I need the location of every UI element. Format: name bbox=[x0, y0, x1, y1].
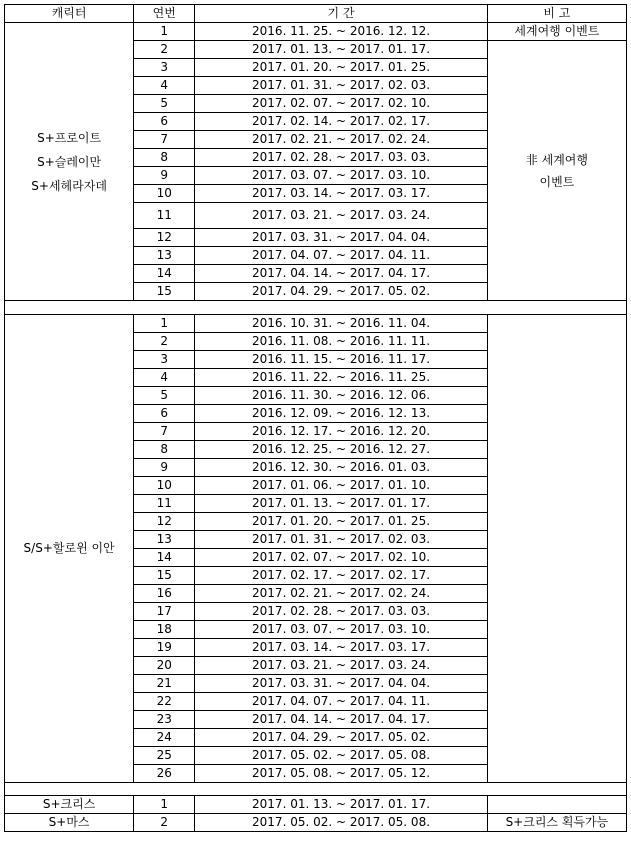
character-cell: S+마스 bbox=[5, 814, 134, 832]
row-number: 8 bbox=[134, 149, 195, 167]
row-period: 2016. 11. 25. ~ 2016. 12. 12. bbox=[195, 23, 487, 41]
row-number: 19 bbox=[134, 639, 195, 657]
group-3-body bbox=[5, 796, 627, 832]
group-2-body bbox=[5, 315, 627, 783]
row-period: 2017. 03. 14. ~ 2017. 03. 17. bbox=[195, 639, 487, 657]
note-cell: 세계여행 이벤트 bbox=[487, 23, 626, 41]
row-period: 2017. 01. 13. ~ 2017. 01. 17. bbox=[195, 796, 487, 814]
row-number: 26 bbox=[134, 765, 195, 783]
character-cell bbox=[5, 23, 134, 301]
row-period: 2016. 12. 25. ~ 2016. 12. 27. bbox=[195, 441, 487, 459]
row-period: 2017. 04. 29. ~ 2017. 05. 02. bbox=[195, 283, 487, 301]
row-number: 23 bbox=[134, 711, 195, 729]
row-period: 2017. 03. 31. ~ 2017. 04. 04. bbox=[195, 675, 487, 693]
row-number: 15 bbox=[134, 567, 195, 585]
row-number: 22 bbox=[134, 693, 195, 711]
row-period: 2017. 03. 07. ~ 2017. 03. 10. bbox=[195, 621, 487, 639]
character-cell: S/S+할로윈 이안 bbox=[5, 315, 134, 783]
spacer-1 bbox=[5, 301, 627, 315]
spacer-2 bbox=[5, 783, 627, 796]
row-period: 2017. 03. 31. ~ 2017. 04. 04. bbox=[195, 229, 487, 247]
row-number: 10 bbox=[134, 185, 195, 203]
row-number: 1 bbox=[134, 315, 195, 333]
note-cell bbox=[487, 315, 626, 783]
row-period: 2017. 03. 14. ~ 2017. 03. 17. bbox=[195, 185, 487, 203]
event-schedule-table bbox=[4, 4, 627, 832]
row-period: 2017. 01. 20. ~ 2017. 01. 25. bbox=[195, 59, 487, 77]
row-number: 3 bbox=[134, 59, 195, 77]
row-period: 2017. 02. 28. ~ 2017. 03. 03. bbox=[195, 603, 487, 621]
note-text: 非 세계여행 bbox=[525, 152, 588, 167]
row-number: 2 bbox=[134, 814, 195, 832]
table-row bbox=[5, 814, 627, 832]
row-number: 2 bbox=[134, 333, 195, 351]
row-period: 2016. 11. 15. ~ 2016. 11. 17. bbox=[195, 351, 487, 369]
row-period: 2016. 12. 17. ~ 2016. 12. 20. bbox=[195, 423, 487, 441]
group-1-body bbox=[5, 23, 627, 301]
row-number: 3 bbox=[134, 351, 195, 369]
row-number: 6 bbox=[134, 113, 195, 131]
row-number: 13 bbox=[134, 531, 195, 549]
row-number: 7 bbox=[134, 131, 195, 149]
row-period: 2016. 12. 30. ~ 2016. 01. 03. bbox=[195, 459, 487, 477]
character-name: S+프로이트 bbox=[37, 130, 102, 145]
row-period: 2017. 01. 31. ~ 2017. 02. 03. bbox=[195, 77, 487, 95]
row-number: 1 bbox=[134, 23, 195, 41]
row-period: 2016. 10. 31. ~ 2016. 11. 04. bbox=[195, 315, 487, 333]
header-note: 비 고 bbox=[487, 5, 626, 23]
character-cell: S+크리스 bbox=[5, 796, 134, 814]
row-number: 11 bbox=[134, 203, 195, 229]
row-number: 25 bbox=[134, 747, 195, 765]
row-number: 2 bbox=[134, 41, 195, 59]
header-period: 기 간 bbox=[195, 5, 487, 23]
table-row bbox=[5, 796, 627, 814]
header-character: 캐릭터 bbox=[5, 5, 134, 23]
row-number: 21 bbox=[134, 675, 195, 693]
row-period: 2017. 01. 20. ~ 2017. 01. 25. bbox=[195, 513, 487, 531]
row-period: 2017. 01. 06. ~ 2017. 01. 10. bbox=[195, 477, 487, 495]
table-row bbox=[5, 315, 627, 333]
note-text: 이벤트 bbox=[539, 174, 575, 189]
row-number: 5 bbox=[134, 95, 195, 113]
row-period: 2017. 02. 28. ~ 2017. 03. 03. bbox=[195, 149, 487, 167]
row-number: 6 bbox=[134, 405, 195, 423]
row-period: 2017. 02. 21. ~ 2017. 02. 24. bbox=[195, 585, 487, 603]
row-period: 2016. 11. 22. ~ 2016. 11. 25. bbox=[195, 369, 487, 387]
header-row bbox=[5, 5, 627, 23]
row-number: 7 bbox=[134, 423, 195, 441]
row-number: 14 bbox=[134, 265, 195, 283]
row-period: 2017. 02. 14. ~ 2017. 02. 17. bbox=[195, 113, 487, 131]
row-number: 11 bbox=[134, 495, 195, 513]
character-name: S+슬레이만 bbox=[37, 154, 102, 169]
row-number: 24 bbox=[134, 729, 195, 747]
row-period: 2017. 01. 31. ~ 2017. 02. 03. bbox=[195, 531, 487, 549]
row-period: 2017. 04. 29. ~ 2017. 05. 02. bbox=[195, 729, 487, 747]
row-number: 8 bbox=[134, 441, 195, 459]
row-number: 18 bbox=[134, 621, 195, 639]
row-number: 20 bbox=[134, 657, 195, 675]
note-cell: S+크리스 획득가능 bbox=[487, 814, 626, 832]
row-number: 16 bbox=[134, 585, 195, 603]
row-number: 4 bbox=[134, 369, 195, 387]
row-period: 2016. 11. 08. ~ 2016. 11. 11. bbox=[195, 333, 487, 351]
row-number: 12 bbox=[134, 513, 195, 531]
row-period: 2017. 05. 08. ~ 2017. 05. 12. bbox=[195, 765, 487, 783]
row-number: 14 bbox=[134, 549, 195, 567]
row-period: 2017. 03. 07. ~ 2017. 03. 10. bbox=[195, 167, 487, 185]
note-cell bbox=[487, 41, 626, 301]
row-period: 2017. 04. 14. ~ 2017. 04. 17. bbox=[195, 711, 487, 729]
table-row bbox=[5, 23, 627, 41]
row-number: 12 bbox=[134, 229, 195, 247]
row-number: 17 bbox=[134, 603, 195, 621]
row-period: 2016. 12. 09. ~ 2016. 12. 13. bbox=[195, 405, 487, 423]
row-period: 2017. 04. 07. ~ 2017. 04. 11. bbox=[195, 693, 487, 711]
row-number: 10 bbox=[134, 477, 195, 495]
row-period: 2017. 02. 17. ~ 2017. 02. 17. bbox=[195, 567, 487, 585]
row-number: 9 bbox=[134, 167, 195, 185]
row-number: 1 bbox=[134, 796, 195, 814]
row-period: 2017. 02. 21. ~ 2017. 02. 24. bbox=[195, 131, 487, 149]
row-period: 2016. 11. 30. ~ 2016. 12. 06. bbox=[195, 387, 487, 405]
row-number: 5 bbox=[134, 387, 195, 405]
row-period: 2017. 04. 07. ~ 2017. 04. 11. bbox=[195, 247, 487, 265]
row-period: 2017. 02. 07. ~ 2017. 02. 10. bbox=[195, 549, 487, 567]
row-period: 2017. 05. 02. ~ 2017. 05. 08. bbox=[195, 814, 487, 832]
row-period: 2017. 01. 13. ~ 2017. 01. 17. bbox=[195, 495, 487, 513]
row-period: 2017. 02. 07. ~ 2017. 02. 10. bbox=[195, 95, 487, 113]
row-number: 13 bbox=[134, 247, 195, 265]
row-period: 2017. 03. 21. ~ 2017. 03. 24. bbox=[195, 203, 487, 229]
note-cell bbox=[487, 796, 626, 814]
row-number: 4 bbox=[134, 77, 195, 95]
row-period: 2017. 01. 13. ~ 2017. 01. 17. bbox=[195, 41, 487, 59]
row-period: 2017. 05. 02. ~ 2017. 05. 08. bbox=[195, 747, 487, 765]
character-name: S+세헤라자데 bbox=[31, 178, 107, 193]
row-number: 15 bbox=[134, 283, 195, 301]
row-period: 2017. 03. 21. ~ 2017. 03. 24. bbox=[195, 657, 487, 675]
row-number: 9 bbox=[134, 459, 195, 477]
row-period: 2017. 04. 14. ~ 2017. 04. 17. bbox=[195, 265, 487, 283]
header-number: 연번 bbox=[134, 5, 195, 23]
